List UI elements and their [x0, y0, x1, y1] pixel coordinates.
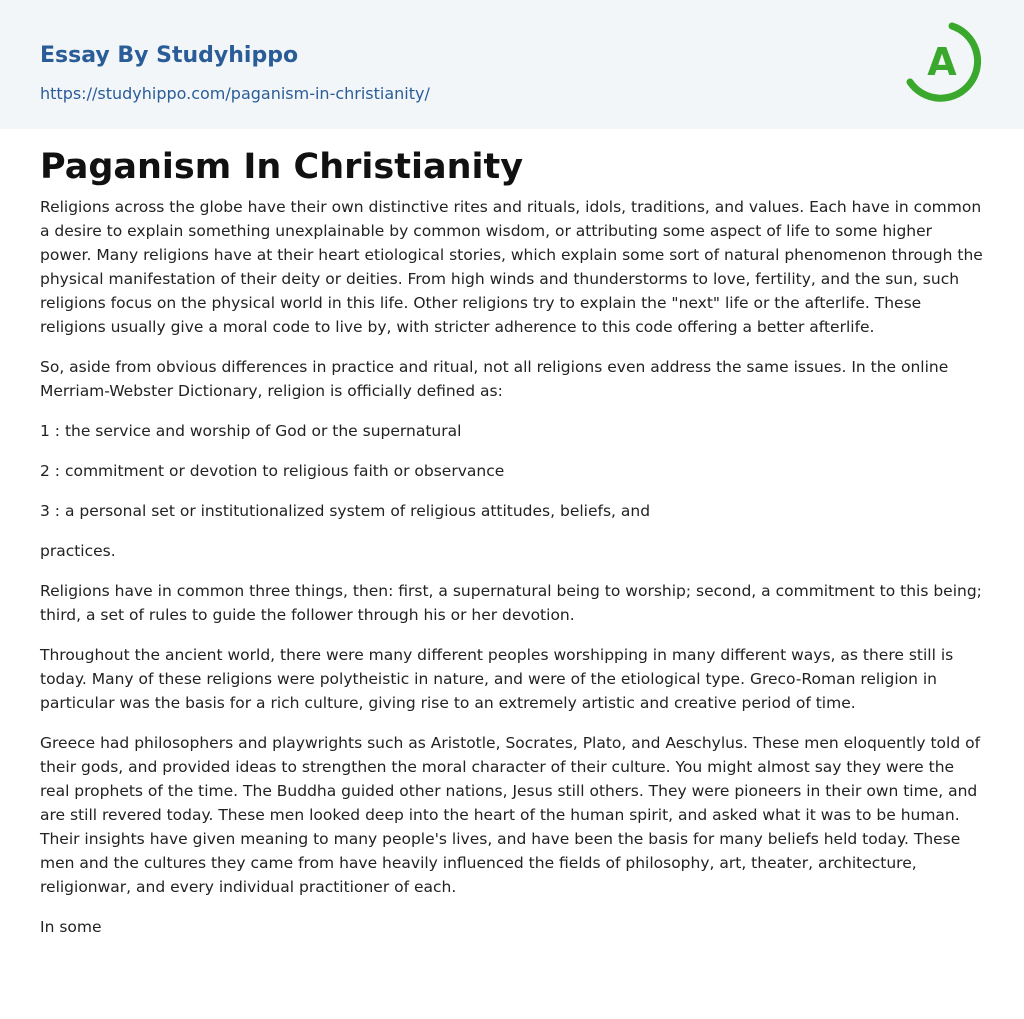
paragraph: Religions have in common three things, then: first, a supernatural being to worship; second, a commitment to this being; third, a set of rules to guide the follower through his or her devotion.: [40, 582, 982, 624]
paragraph: In some: [40, 918, 102, 936]
paragraph: Greece had philosophers and playwrights such as Aristotle, Socrates, Plato, and Aeschylus. These men eloquently told of their gods, and provided ideas to strengthen the moral character of their culture. You might almost say they were the real prophets of the time. The Buddha guided other nations, Jesus still others. They were pioneers in their own time, and are still revered today. These men looked deep into the heart of the human spirit, and asked what it was to be human. Their insights have given meaning to many people's lives, and have been the basis for many beliefs held today. These men and the cultures they came from have heavily influenced the fields of philosophy, art, theater, architecture, religionwar, and every individual practitioner of each.: [40, 734, 981, 896]
definition-item: 2 : commitment or devotion to religious faith or observance: [40, 462, 505, 480]
studyhippo-logo-icon[interactable]: [900, 20, 984, 104]
page-title: Paganism In Christianity: [40, 147, 524, 187]
site-brand[interactable]: Essay By Studyhippo: [40, 43, 299, 68]
paragraph: practices.: [40, 542, 116, 560]
definition-item: 1 : the service and worship of God or the supernatural: [40, 422, 462, 440]
paragraph: So, aside from obvious differences in practice and ritual, not all religions even address the same issues. In the online Merriam-Webster Dictionary, religion is officially defined as:: [40, 358, 949, 400]
paragraph: Throughout the ancient world, there were many different peoples worshipping in many different ways, as there still is today. Many of these religions were polytheistic in nature, and were of the etiological type. Greco-Roman religion in particular was the basis for a rich culture, giving rise to an extremely artistic and creative period of time.: [40, 646, 954, 712]
site-header: [0, 0, 1024, 129]
definition-item: 3 : a personal set or institutionalized system of religious attitudes, beliefs, and: [40, 502, 651, 520]
essay-url-link[interactable]: https://studyhippo.com/paganism-in-christianity/: [40, 84, 430, 103]
article: [0, 129, 1024, 939]
logo-letter: A: [927, 40, 957, 84]
paragraph: Religions across the globe have their own distinctive rites and rituals, idols, traditions, and values. Each have in common a desire to explain something unexplainable by common wisdom, or attributing some aspect of life to some higher power. Many religions have at their heart etiological stories, which explain some sort of natural phenomenon through the physical manifestation of their deity or deities. From high winds and thunderstorms to love, fertility, and the sun, such religions focus on the physical world in this life. Other religions try to explain the "next" life or the afterlife. These religions usually give a moral code to live by, with stricter adherence to this code offering a better afterlife.: [40, 198, 983, 336]
